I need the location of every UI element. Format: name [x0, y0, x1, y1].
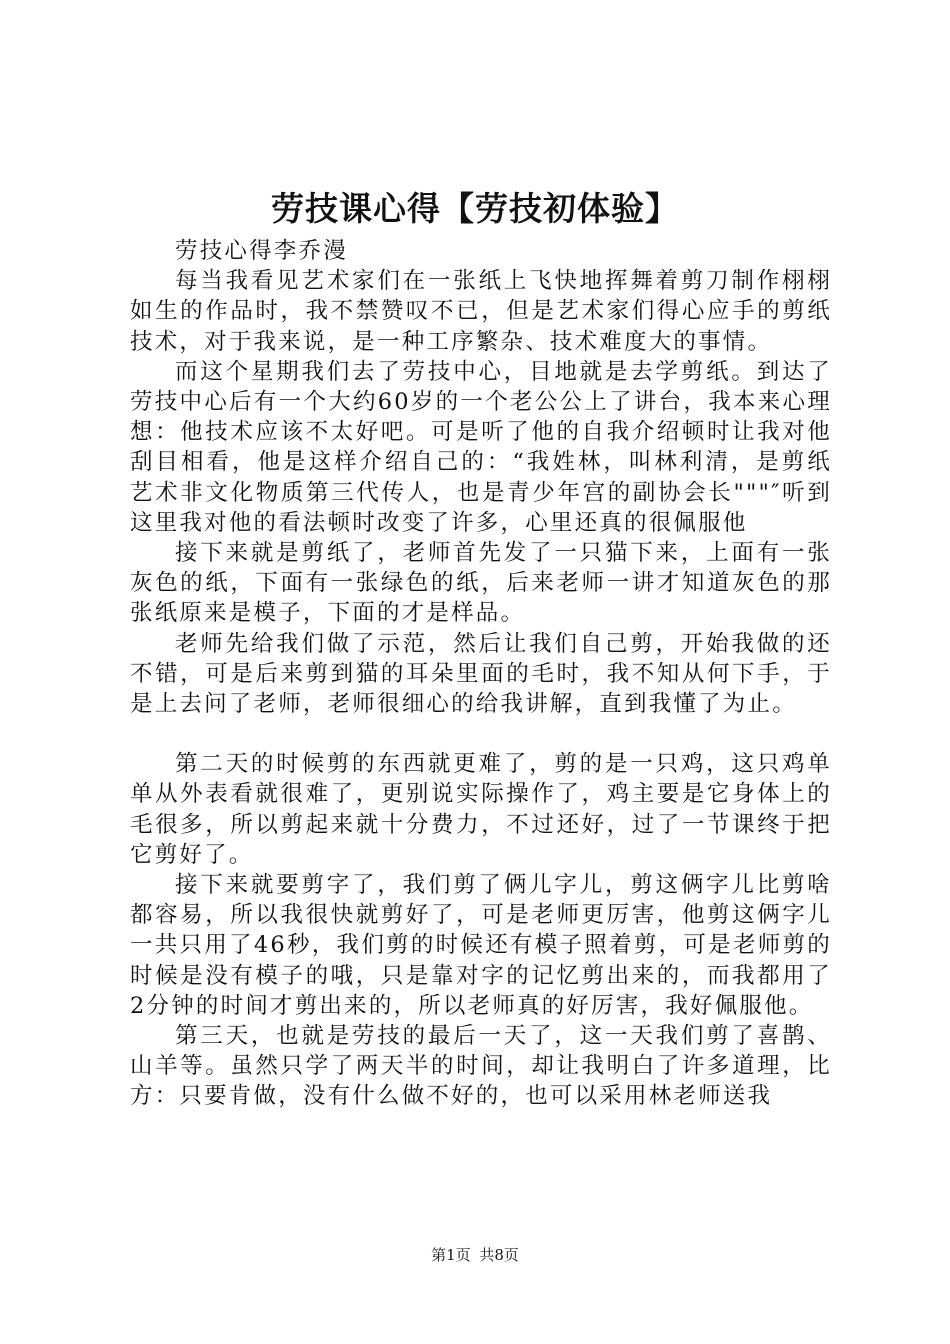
author-line: 劳技心得李乔漫	[175, 238, 348, 264]
page-footer	[0, 1245, 950, 1265]
paragraph: 每当我看见艺术家们在一张纸上飞快地挥舞着剪刀制作栩栩如生的作品时，我不禁赞叹不已，但是艺术家们得心应手的剪纸技术，对于我来说，是一种工序繁杂、技术难度大的事情。	[130, 268, 832, 355]
paragraph: 老师先给我们做了示范，然后让我们自己剪，开始我做的还不错，可是后来剪到猫的耳朵里面的毛时，我不知从何下手，于是上去问了老师，老师很细心的给我讲解，直到我懂了为止。	[130, 630, 832, 718]
paragraph: 第三天，也就是劳技的最后一天了，这一天我们剪了喜鹊、山羊等。虽然只学了两天半的时间，却让我明白了许多道理，比方：只要肯做，没有什么做不好的，也可以采用林老师送我	[130, 1023, 832, 1110]
paragraph: 接下来就要剪字了，我们剪了俩儿字儿，剪这俩字儿比剪啥都容易，所以我很快就剪好了，可是老师更厉害，他剪这俩字儿一共只用了46秒，我们剪的时候还有模子照着剪，可是老师剪的时候是没有模子的哦，只是靠对字的记忆剪出来的，而我都用了2分钟的时间才剪出来的，所以老师真的好厉害，我好佩服他。	[130, 872, 832, 1019]
page-total: 共8页	[479, 1246, 519, 1264]
paragraph: 而这个星期我们去了劳技中心，目地就是去学剪纸。到达了劳技中心后有一个大约60岁的一个老公公上了讲台，我本来心理想：他技术应该不太好吧。可是听了他的自我介绍顿时让我对他刮目相看，他是这样介绍自己的：“我姓林，叫林利清，是剪纸艺术非文化物质第三代传人，也是青少年宫的副协会长"""″听到这里我对他的看法顿时改变了许多，心里还真的很佩服他	[130, 358, 832, 536]
paragraph: 第二天的时候剪的东西就更难了，剪的是一只鸡，这只鸡单单从外表看就很难了，更别说实际操作了，鸡主要是它身体上的毛很多，所以剪起来就十分费力，不过还好，过了一节课终于把它剪好了。	[130, 751, 832, 868]
paragraph: 接下来就是剪纸了，老师首先发了一只猫下来，上面有一张灰色的纸，下面有一张绿色的纸，后来老师一讲才知道灰色的那张纸原来是模子，下面的才是样品。	[130, 540, 832, 627]
page-number: 第1页	[431, 1246, 471, 1264]
document-body	[130, 236, 832, 1112]
document-title: 劳技课心得【劳技初体验】	[271, 189, 679, 228]
